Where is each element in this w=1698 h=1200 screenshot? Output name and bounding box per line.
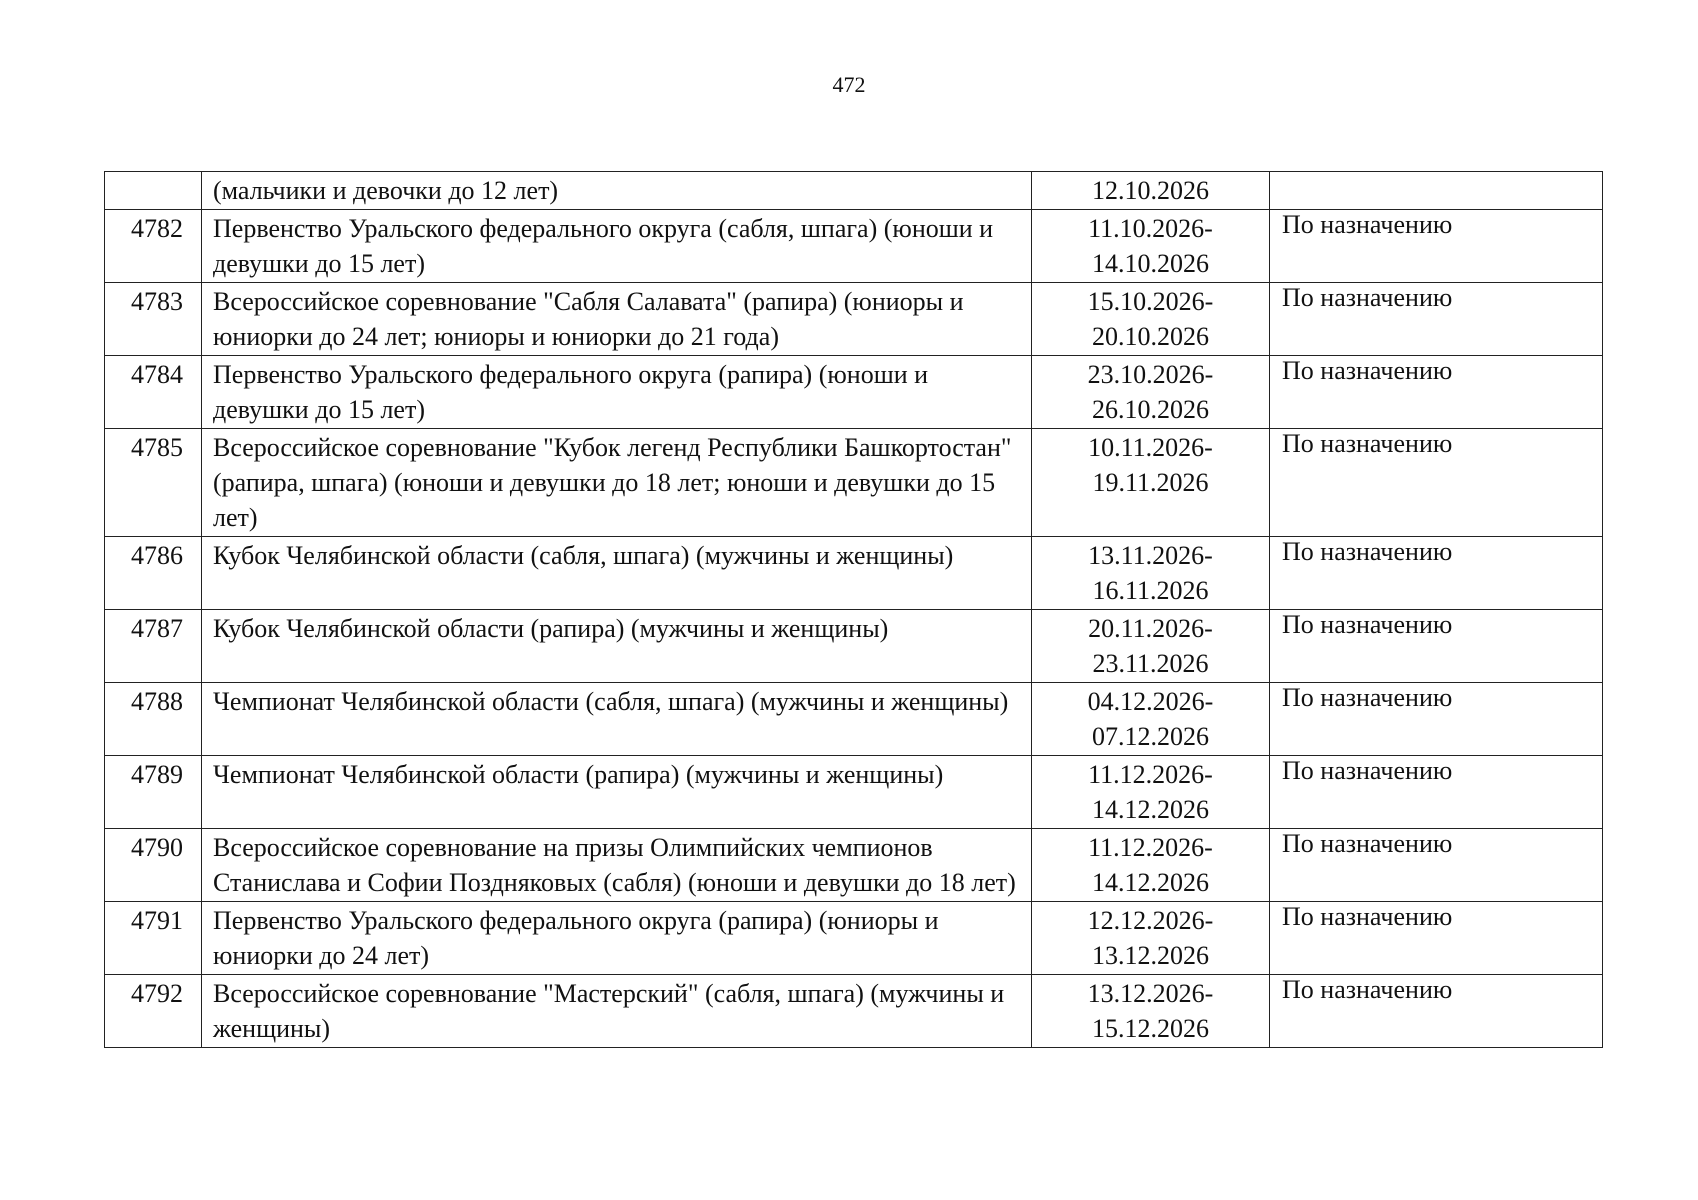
event-number: 4786 [105,537,202,610]
event-place [1270,210,1603,283]
event-dates [1032,902,1270,975]
event-dates [1032,829,1270,902]
event-name: Кубок Челябинской области (сабля, шпага) (мужчины и женщины) [202,537,1032,610]
table-row [105,902,1603,975]
event-number: 4785 [105,429,202,537]
table-row-continuation [105,172,1603,210]
event-dates [1032,356,1270,429]
place-text: По назначению [1282,610,1453,639]
event-place [1270,283,1603,356]
event-number: 4789 [105,756,202,829]
place-text: По назначению [1282,283,1453,312]
event-dates [1032,172,1270,210]
event-name: Первенство Уральского федерального округа (рапира) (юниоры и юниорки до 24 лет) [202,902,1032,975]
event-dates [1032,429,1270,537]
date-end: 23.11.2026 [1092,649,1209,678]
event-dates [1032,210,1270,283]
event-dates [1032,975,1270,1048]
date-start: 20.11.2026- [1088,614,1213,643]
event-place [1270,683,1603,756]
event-name: Всероссийское соревнование "Мастерский" (сабля, шпага) (мужчины и женщины) [202,975,1032,1048]
date-start: 11.12.2026- [1088,833,1213,862]
date-end: 13.12.2026 [1092,941,1209,970]
date-end: 14.12.2026 [1092,868,1209,897]
table-row [105,756,1603,829]
date-start: 10.11.2026- [1088,433,1213,462]
event-number: 4791 [105,902,202,975]
date-end: 14.10.2026 [1092,249,1209,278]
event-number: 4782 [105,210,202,283]
event-name: Всероссийское соревнование на призы Олимпийских чемпионов Станислава и Софии Поздняковых (сабля) (юноши и девушки до 18 лет) [202,829,1032,902]
event-place [1270,610,1603,683]
date-end: 07.12.2026 [1092,722,1209,751]
date-start: 04.12.2026- [1087,687,1214,716]
events-table [104,171,1603,1048]
event-place [1270,975,1603,1048]
date-start: 11.10.2026- [1088,214,1213,243]
event-place [1270,829,1603,902]
place-text: По назначению [1282,975,1453,1004]
table-row [105,283,1603,356]
event-dates [1032,756,1270,829]
place-text: По назначению [1282,902,1453,931]
event-place [1270,756,1603,829]
event-place [1270,429,1603,537]
date-end: 19.11.2026 [1092,468,1209,497]
event-name: Всероссийское соревнование "Сабля Салавата" (рапира) (юниоры и юниорки до 24 лет; юниоры и юниорки до 21 года) [202,283,1032,356]
event-number: 4790 [105,829,202,902]
place-text: По назначению [1282,756,1453,785]
event-dates [1032,537,1270,610]
event-number: 4787 [105,610,202,683]
place-text: По назначению [1282,356,1453,385]
date-start: 11.12.2026- [1088,760,1213,789]
date-start: 15.10.2026- [1087,287,1214,316]
table-row [105,356,1603,429]
event-place [1270,902,1603,975]
event-number: 4792 [105,975,202,1048]
event-name: Кубок Челябинской области (рапира) (мужчины и женщины) [202,610,1032,683]
table-row [105,975,1603,1048]
date-end: 20.10.2026 [1092,322,1209,351]
event-dates [1032,683,1270,756]
place-text: По назначению [1282,210,1453,239]
event-dates [1032,610,1270,683]
event-name: Чемпионат Челябинской области (сабля, шпага) (мужчины и женщины) [202,683,1032,756]
event-number: 4783 [105,283,202,356]
date-end: 15.12.2026 [1092,1014,1209,1043]
date-start: 23.10.2026- [1087,360,1214,389]
event-name: Всероссийское соревнование "Кубок легенд Республики Башкортостан" (рапира, шпага) (юноши и девушки до 18 лет; юноши и девушки до 15 лет) [202,429,1032,537]
event-place [1270,356,1603,429]
date-end: 26.10.2026 [1092,395,1209,424]
event-name: Первенство Уральского федерального округа (рапира) (юноши и девушки до 15 лет) [202,356,1032,429]
table-row [105,829,1603,902]
date-start: 12.12.2026- [1087,906,1214,935]
date-end: 16.11.2026 [1092,576,1209,605]
place-text: По назначению [1282,683,1453,712]
event-place [1270,172,1603,210]
event-place [1270,537,1603,610]
table-row [105,610,1603,683]
date-start: 13.12.2026- [1087,979,1214,1008]
date-end: 14.12.2026 [1092,795,1209,824]
event-number: 4784 [105,356,202,429]
event-name: Чемпионат Челябинской области (рапира) (мужчины и женщины) [202,756,1032,829]
table-row [105,429,1603,537]
event-dates [1032,283,1270,356]
table-row [105,210,1603,283]
date-start: 13.11.2026- [1088,541,1213,570]
event-name: (мальчики и девочки до 12 лет) [202,172,1032,210]
place-text: По назначению [1282,829,1453,858]
place-text: По назначению [1282,537,1453,566]
table-row [105,683,1603,756]
place-text: По назначению [1282,429,1453,458]
event-number: 4788 [105,683,202,756]
event-name: Первенство Уральского федерального округа (сабля, шпага) (юноши и девушки до 15 лет) [202,210,1032,283]
table-row [105,537,1603,610]
date-start: 12.10.2026 [1092,176,1209,205]
event-number [105,172,202,210]
page-number: 472 [832,72,866,97]
